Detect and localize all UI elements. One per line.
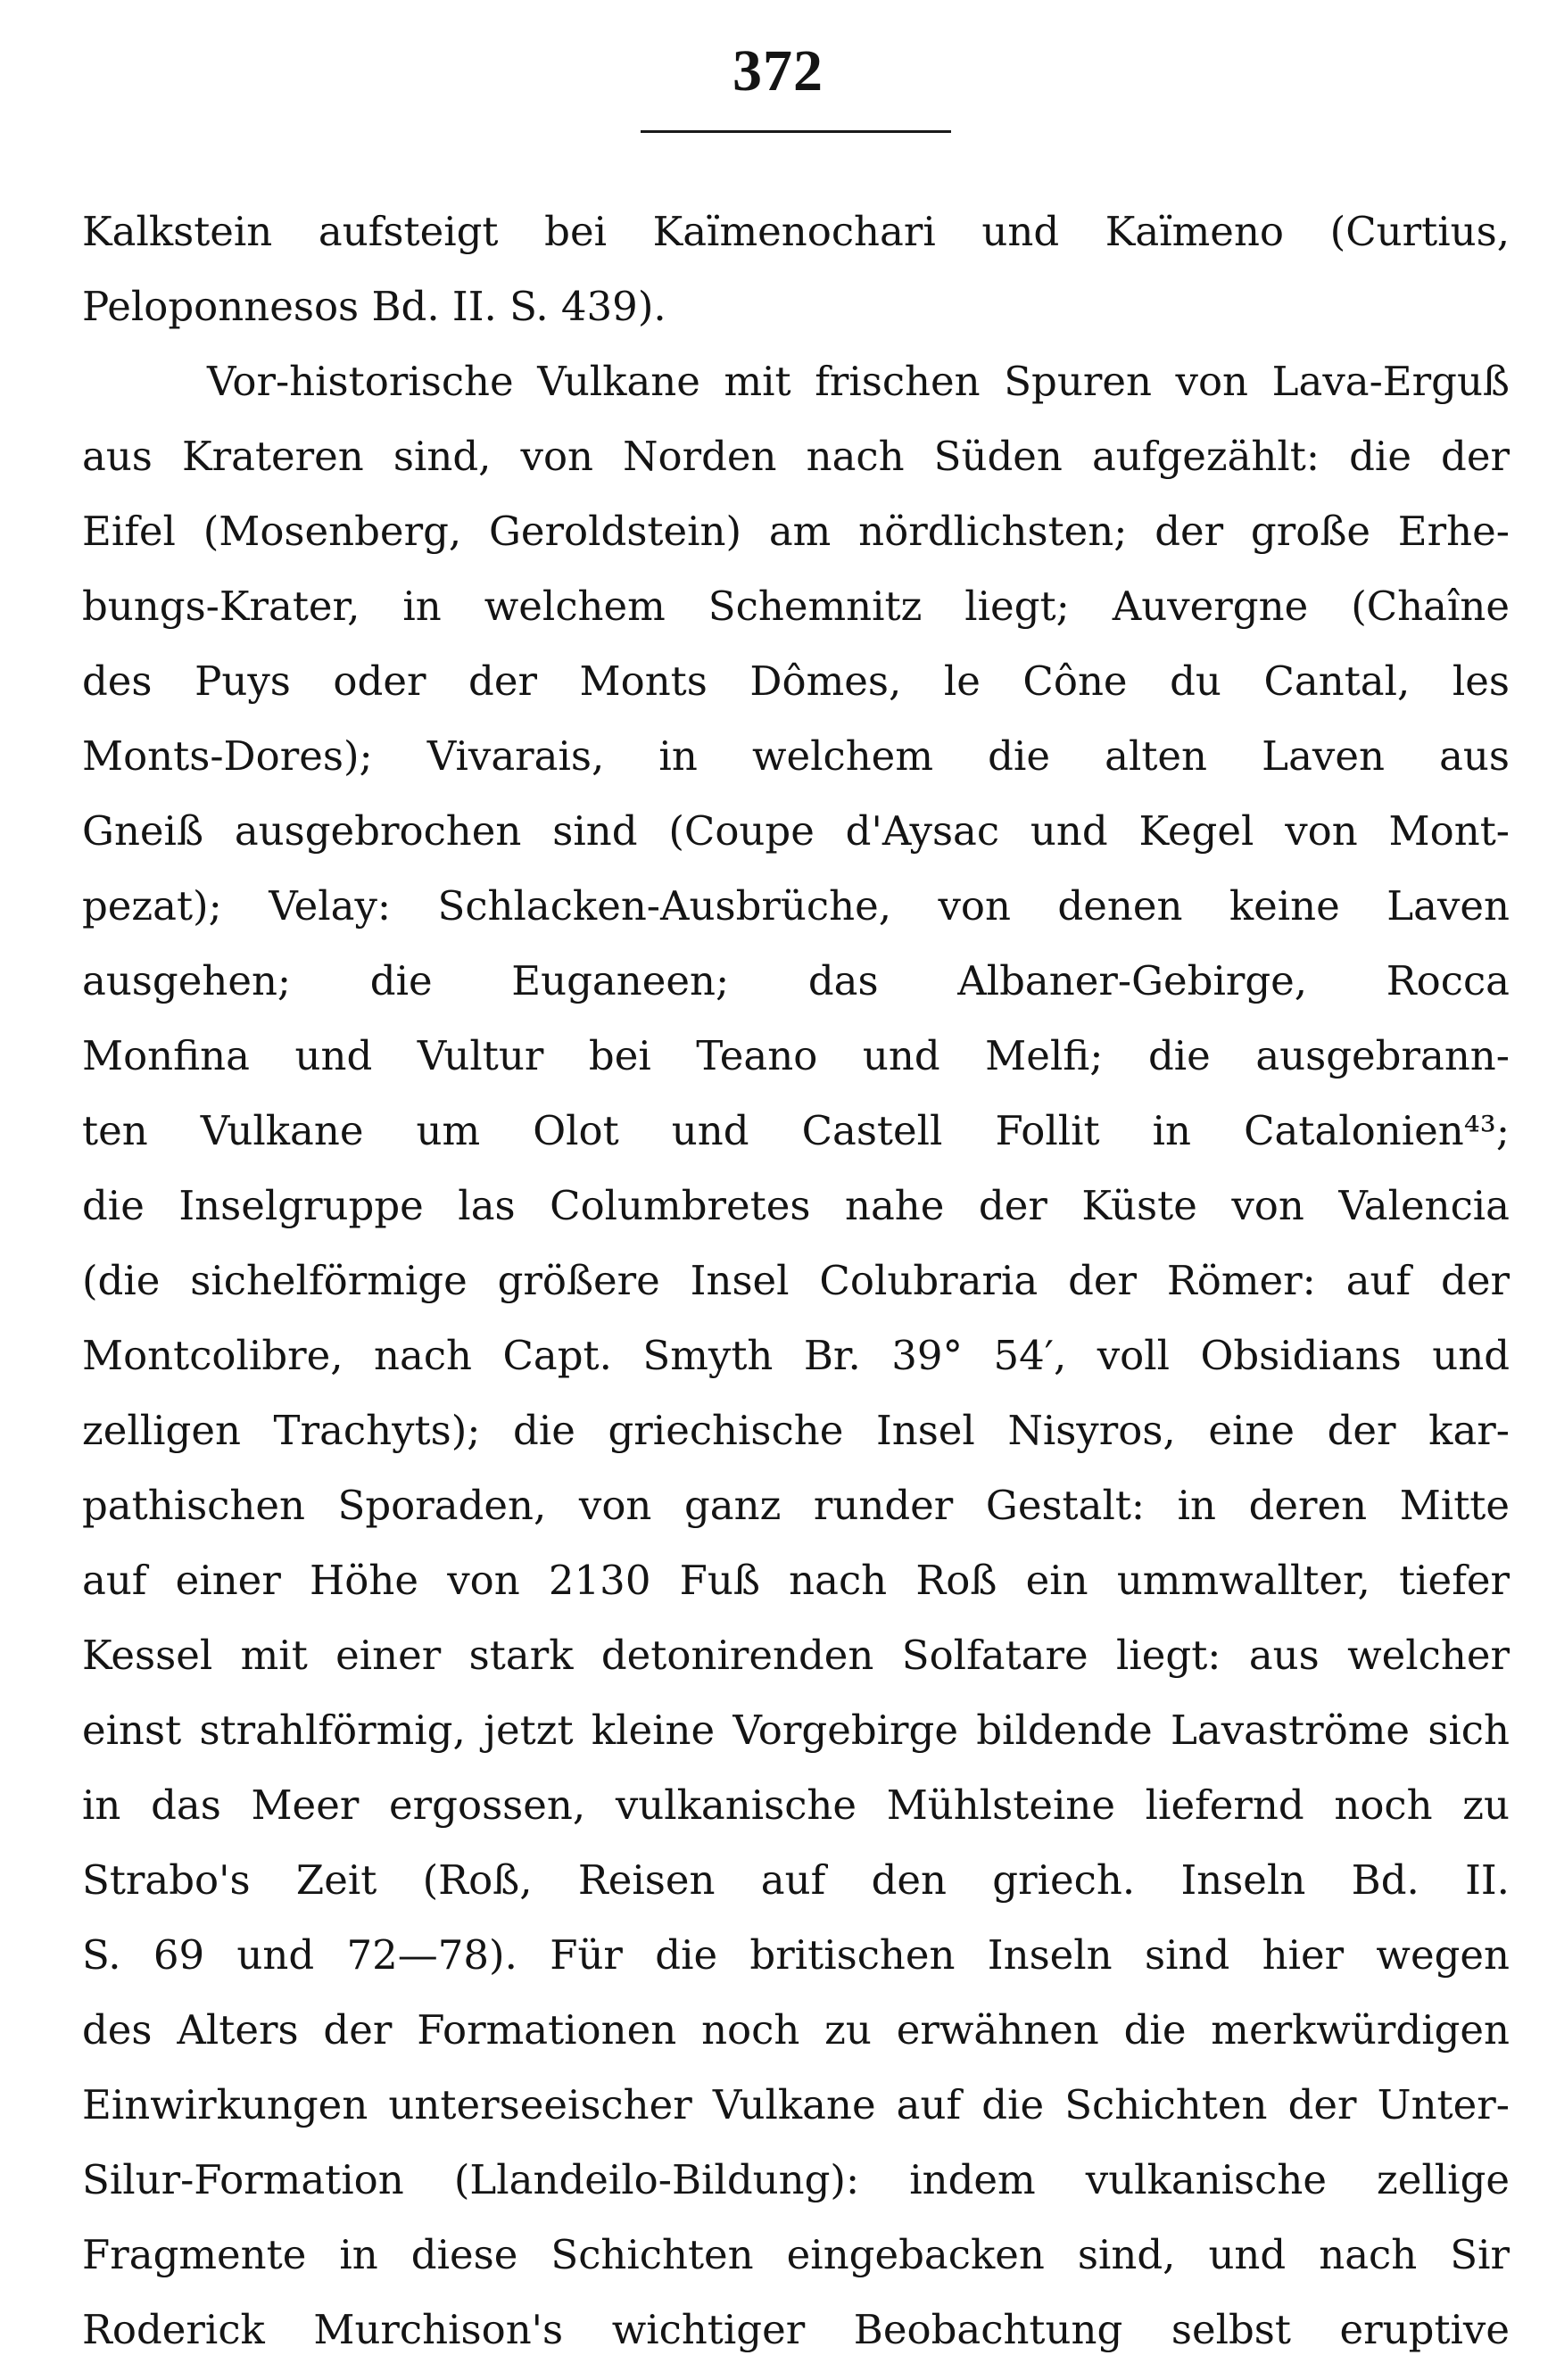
text-line: in das Meer ergossen, vulkanische Mühlsteine liefernd noch zu [82,1781,1510,1829]
text-line: bungs-Krater, in welchem Schemnitz liegt; Auvergne (Chaîne [82,583,1510,630]
text-line: einst strahlförmig, jetzt kleine Vorgebirge bildende Lavaströme sich [82,1706,1510,1754]
text-line: pezat); Velay: Schlacken-Ausbrüche, von denen keine Laven [82,882,1510,930]
text-line: Peloponnesos Bd. II. S. 439). [82,283,666,330]
text-line: Fragmente in diese Schichten eingebacken sind, und nach Sir [82,2231,1510,2278]
text-line: Einwirkungen unterseeischer Vulkane auf die Schichten der Unter- [82,2081,1510,2128]
text-line: Gneiß ausgebrochen sind (Coupe d'Aysac und Kegel von Mont- [82,807,1510,855]
text-line: pathischen Sporaden, von ganz runder Gestalt: in deren Mitte [82,1482,1510,1529]
text-line: Montcolibre, nach Capt. Smyth Br. 39° 54′, voll Obsidians und [82,1332,1510,1379]
text-line: des Puys oder der Monts Dômes, le Cône du Cantal, les [82,657,1510,705]
page-number: 372 [732,38,824,103]
text-line: Monts-Dores); Vivarais, in welchem die alten Laven aus [82,732,1510,780]
text-line: Monfina und Vultur bei Teano und Melfi; die ausgebrann- [82,1032,1510,1079]
text-line: Kessel mit einer stark detonirenden Solfatare liegt: aus welcher [82,1632,1510,1679]
text-line: (die sichelförmige größere Insel Colubraria der Römer: auf der [82,1257,1510,1304]
text-line: ausgehen; die Euganeen; das Albaner-Gebirge, Rocca [82,957,1510,1004]
header-rule [641,130,951,133]
text-line: Kalkstein aufsteigt bei Kaïmenochari und Kaïmeno (Curtius, [82,208,1510,255]
text-line: des Alters der Formationen noch zu erwähnen die merkwürdigen [82,2006,1510,2054]
text-line: Vor-historische Vulkane mit frischen Spuren von Lava-Erguß [207,358,1510,405]
body-text [82,194,1510,2368]
text-line: Strabo's Zeit (Roß, Reisen auf den griech. Inseln Bd. II. [82,1856,1510,1904]
text-line: Eifel (Mosenberg, Geroldstein) am nördlichsten; der große Erhe- [82,508,1510,555]
text-line: ten Vulkane um Olot und Castell Follit in Catalonien⁴³; [82,1107,1510,1154]
text-line: die Inselgruppe las Columbretes nahe der Küste von Valencia [82,1182,1510,1229]
text-line: S. 69 und 72—78). Für die britischen Inseln sind hier wegen [82,1931,1510,1979]
text-line: Silur-Formation (Llandeilo-Bildung): indem vulkanische zellige [82,2156,1510,2203]
text-line: auf einer Höhe von 2130 Fuß nach Roß ein ummwallter, tiefer [82,1557,1510,1604]
text-line: Roderick Murchison's wichtiger Beobachtung selbst eruptive [82,2306,1510,2353]
text-line: zelligen Trachyts); die griechische Insel Nisyros, eine der kar- [82,1407,1510,1454]
text-line: aus Krateren sind, von Norden nach Süden aufgezählt: die der [82,433,1510,480]
